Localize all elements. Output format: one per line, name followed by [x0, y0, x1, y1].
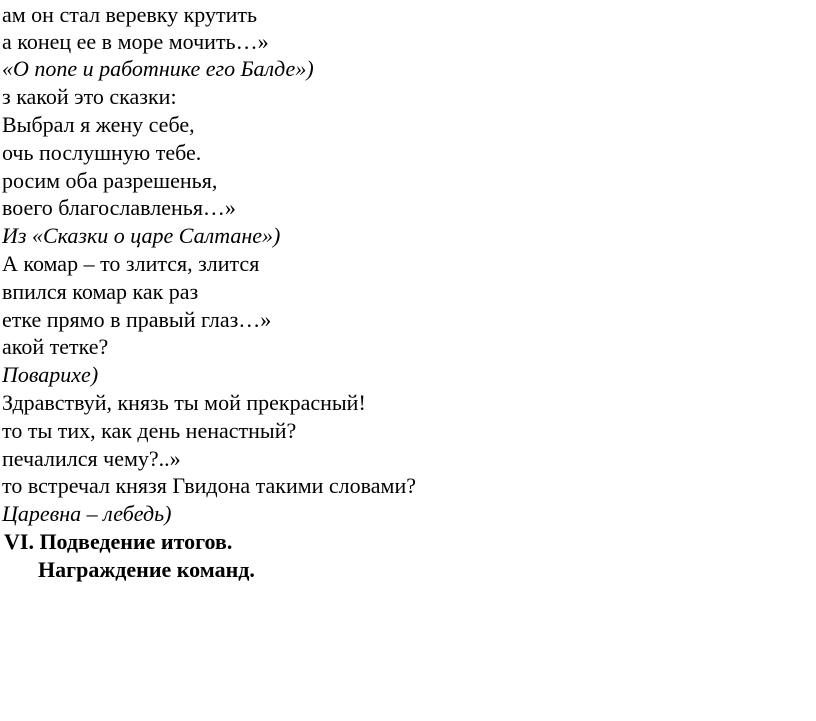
text-line: етке прямо в правый глаз…» [2, 307, 272, 332]
text-line: росим оба разрешенья, [2, 168, 218, 193]
text-line-source: «О попе и работнике его Балде») [2, 56, 314, 81]
text-line: то ты тих, как день ненастный? [2, 418, 297, 443]
section-subheading: Награждение команд. [38, 557, 255, 582]
text-line: А комар – то злится, злится [2, 251, 260, 276]
text-line: впился комар как раз [2, 279, 199, 304]
text-line: очь послушную тебе. [2, 140, 202, 165]
text-line: печалился чему?..» [2, 446, 181, 471]
text-line-answer: Царевна – лебедь) [2, 501, 172, 526]
text-line: Здравствуй, князь ты мой прекрасный! [2, 390, 366, 415]
text-line: воего благославленья…» [2, 195, 236, 220]
text-line-answer: Поварихе) [2, 362, 99, 387]
section-heading: VI. Подведение итогов. [4, 529, 233, 554]
text-line-source: Из «Сказки о царе Салтане») [2, 223, 281, 248]
text-line: Выбрал я жену себе, [2, 112, 195, 137]
text-line-question: з какой это сказки: [2, 84, 177, 109]
text-line-question: то встречал князя Гвидона такими словами? [2, 473, 416, 498]
text-line: ам он стал веревку крутить [2, 2, 258, 27]
text-line: а конец ее в море мочить…» [2, 29, 269, 54]
text-line-question: акой тетке? [2, 334, 109, 359]
